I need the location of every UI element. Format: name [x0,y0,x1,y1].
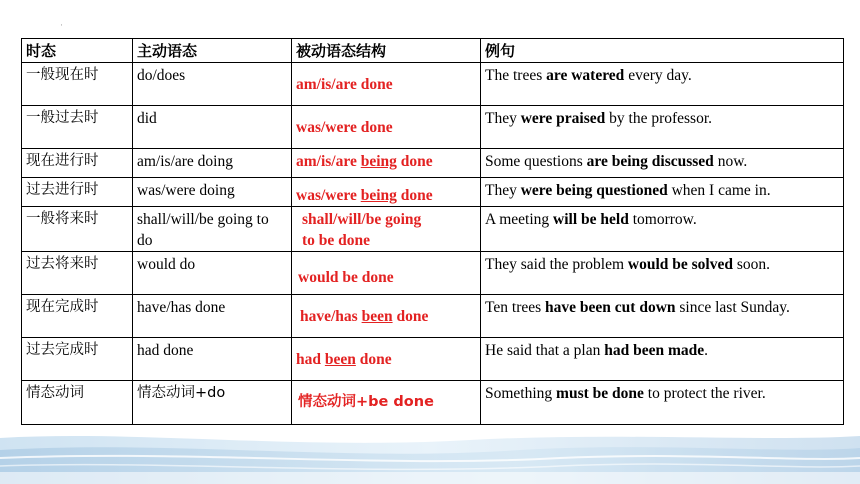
header-passive-structure: 被动语态结构 [292,39,481,63]
passive-cell [292,338,481,381]
active-cell: did [133,106,292,149]
header-tense: 时态 [22,39,133,63]
example-text: The trees [485,67,547,84]
passive-voice-table [21,38,844,425]
example-highlight: were praised [520,110,606,127]
passive-text: was/were [296,187,361,204]
passive-text: had [296,351,325,368]
passive-emphasis: being [360,153,397,170]
passive-emphasis: been [361,308,393,325]
example-cell [481,178,844,207]
example-text: now. [713,153,748,170]
example-highlight: would be solved [627,256,733,273]
example-highlight: had been made [604,342,705,359]
example-text: He said that a plan [485,342,605,359]
passive-structure [296,297,476,327]
example-text: . [704,342,709,359]
example-text: Something [485,385,557,402]
example-text: when I came in. [667,182,771,199]
decorative-wave-band [0,428,860,484]
passive-text: done [396,153,433,170]
active-cell: shall/will/be going to do [133,207,292,252]
example-highlight: must be done [556,385,644,402]
header-active-voice: 主动语态 [133,39,292,63]
example-highlight: were being questioned [520,182,668,199]
passive-cell [292,149,481,178]
tense-cell: 过去进行时 [22,178,133,207]
tense-cell: 过去将来时 [22,252,133,295]
table-row [22,63,844,106]
passive-cell [292,178,481,207]
passive-structure [296,209,476,251]
passive-cell [292,63,481,106]
example-highlight: are being discussed [586,153,714,170]
example-cell [481,207,844,252]
passive-structure [296,383,476,413]
example-text: Some questions [485,153,587,170]
passive-text: done [392,308,429,325]
active-cell: would do [133,252,292,295]
passive-structure [296,65,476,95]
example-text: to protect the river. [643,385,766,402]
example-text: A meeting [485,211,554,228]
example-cell [481,338,844,381]
example-cell [481,63,844,106]
example-text: They [485,110,521,127]
passive-cell [292,207,481,252]
example-text: by the professor. [605,110,713,127]
passive-text: am/is/are done [296,76,393,93]
passive-text: to be done [302,232,371,249]
wave-graphic [0,428,860,484]
example-cell [481,106,844,149]
passive-structure [296,108,476,138]
tense-cell: 情态动词 [22,381,133,425]
example-highlight: have been cut down [545,299,676,316]
example-text: They said the problem [485,256,628,273]
passive-text: shall/will/be going [302,211,422,228]
passive-structure [296,340,476,370]
table-row [22,252,844,295]
table-row [22,295,844,338]
passive-emphasis: been [324,351,356,368]
example-text: since last Sunday. [675,299,790,316]
passive-text: was/were done [296,119,393,136]
example-cell [481,381,844,425]
example-text: They [485,182,521,199]
passive-structure [296,187,433,204]
table-row [22,338,844,381]
tense-cell: 现在进行时 [22,149,133,178]
example-cell [481,295,844,338]
example-highlight: are watered [546,67,625,84]
passive-text: done [355,351,392,368]
passive-text: done [396,187,433,204]
slide-marker: · [60,20,63,30]
passive-text: have/has [300,308,362,325]
active-cell: had done [133,338,292,381]
table-row [22,207,844,252]
tense-cell: 一般现在时 [22,63,133,106]
passive-structure [296,254,476,288]
passive-emphasis: being [360,187,397,204]
tense-cell: 过去完成时 [22,338,133,381]
passive-structure [296,153,433,170]
active-cell: have/has done [133,295,292,338]
tense-cell: 现在完成时 [22,295,133,338]
active-cell: was/were doing [133,178,292,207]
passive-cell [292,381,481,425]
table-row [22,381,844,425]
active-cell: 情态动词+do [133,381,292,425]
example-cell [481,252,844,295]
passive-text: am/is/are [296,153,361,170]
example-text: every day. [624,67,692,84]
active-cell: am/is/are doing [133,149,292,178]
table-row [22,106,844,149]
table-header-row [22,39,844,63]
passive-cell [292,106,481,149]
tense-cell: 一般过去时 [22,106,133,149]
passive-cell [292,295,481,338]
table-row [22,178,844,207]
table-row [22,149,844,178]
example-text: tomorrow. [628,211,697,228]
passive-cell [292,252,481,295]
example-cell [481,149,844,178]
example-highlight: will be held [553,211,629,228]
passive-text: would be done [298,269,394,286]
active-cell: do/does [133,63,292,106]
header-example: 例句 [481,39,844,63]
passive-text: 情态动词+be done [298,394,434,410]
example-text: soon. [733,256,771,273]
tense-cell: 一般将来时 [22,207,133,252]
example-text: Ten trees [485,299,546,316]
